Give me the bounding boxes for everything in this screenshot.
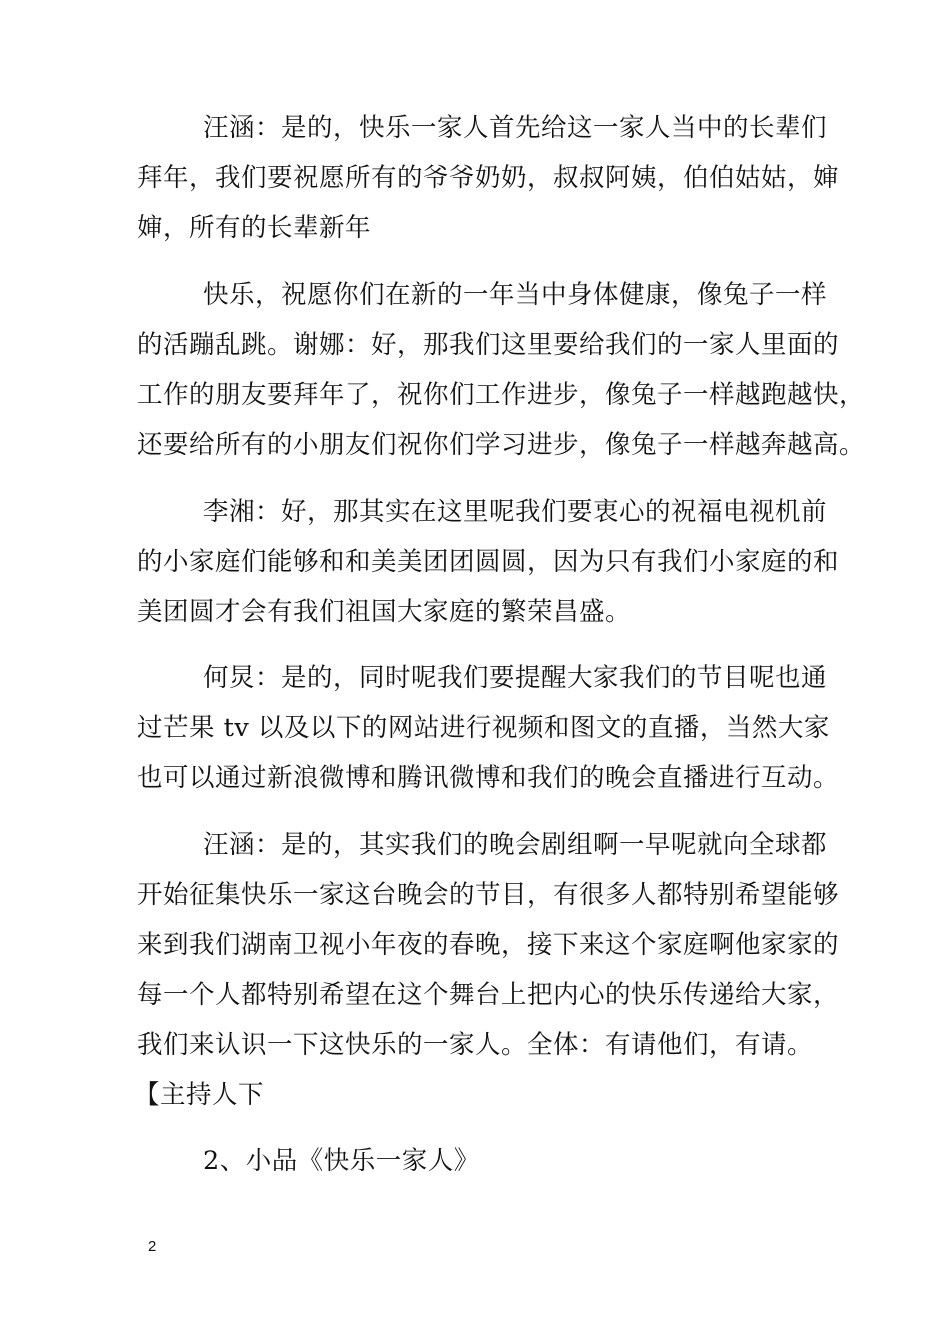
text-line: 汪涵：是的，其实我们的晚会剧组啊一早呢就向全球都 bbox=[203, 830, 828, 860]
text-line: 李湘：好，那其实在这里呢我们要衷心的祝福电视机前 bbox=[203, 497, 828, 527]
text-line: 婶，所有的长辈新年 bbox=[137, 213, 372, 243]
page-number: 2 bbox=[148, 1238, 157, 1255]
text-line: 的活蹦乱跳。谢娜：好，那我们这里要给我们的一家人里面的 bbox=[137, 330, 840, 360]
text-line: 过芒果 tv 以及以下的网站进行视频和图文的直播，当然大家 bbox=[137, 713, 830, 743]
text-line: 每一个人都特别希望在这个舞台上把内心的快乐传递给大家， bbox=[137, 980, 840, 1010]
text-line: 来到我们湖南卫视小年夜的春晚，接下来这个家庭啊他家家的 bbox=[137, 930, 840, 960]
text-line: 也可以通过新浪微博和腾讯微博和我们的晚会直播进行互动。 bbox=[137, 763, 840, 793]
text-line: 拜年，我们要祝愿所有的爷爷奶奶，叔叔阿姨，伯伯姑姑，婶 bbox=[137, 163, 840, 193]
text-line: 快乐，祝愿你们在新的一年当中身体健康，像兔子一样 bbox=[203, 280, 828, 310]
text-line: 美团圆才会有我们祖国大家庭的繁荣昌盛。 bbox=[137, 597, 632, 627]
text-line: 开始征集快乐一家这台晚会的节目，有很多人都特别希望能够 bbox=[137, 880, 840, 910]
text-line: 工作的朋友要拜年了，祝你们工作进步，像兔子一样越跑越快， bbox=[137, 380, 866, 410]
text-line: 何炅：是的，同时呢我们要提醒大家我们的节目呢也通 bbox=[203, 663, 828, 693]
text-line: 还要给所有的小朋友们祝你们学习进步，像兔子一样越奔越高。 bbox=[137, 430, 866, 460]
text-line: 的小家庭们能够和和美美团团圆圆，因为只有我们小家庭的和 bbox=[137, 547, 840, 577]
text-line: 汪涵：是的，快乐一家人首先给这一家人当中的长辈们 bbox=[203, 113, 828, 143]
section-heading: 2、小品《快乐一家人》 bbox=[203, 1146, 480, 1176]
text-line: 我们来认识一下这快乐的一家人。全体：有请他们，有请。 bbox=[137, 1030, 814, 1060]
stage-direction: 【主持人下 bbox=[134, 1080, 265, 1110]
